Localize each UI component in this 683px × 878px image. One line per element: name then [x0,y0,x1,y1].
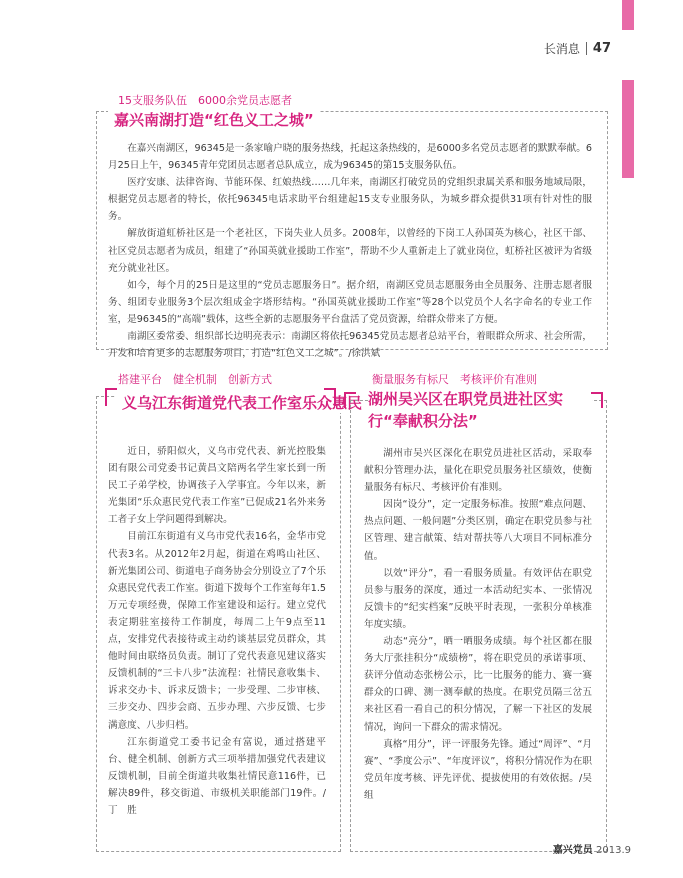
paragraph: 在嘉兴南湖区，96345是一条家喻户晓的服务热线，托起这条热线的，是6000多名党员志愿者的默默奉献。6月25日上午，96345青年党团员志愿者总队成立，成为96345的第15支服务队伍。 [108,143,592,172]
paragraph: 医疗安康、法律咨询、节能环保、红娘热线……几年来，南湖区打破党员的党组织隶属关系和服务地域局限，根据党员志愿者的特长，依托96345电话求助平台组建起15支专业服务队，为城乡群众提供31项有针对性的服务。 [108,177,592,223]
paragraph: 动态“亮分”，晒一晒服务成绩。每个社区都在服务大厅张挂积分“成绩榜”，将在职党员的承诺事项、获评分值动态张榜公示，比一比服务的能力、赛一赛群众的口碑、测一测奉献的热度。在职党员隔三岔五来社区看一看自己的积分情况，了解一下社区的发展情况，询问一下群众的需求情况。 [364,636,592,733]
paragraph: 湖州市吴兴区深化在职党员进社区活动，采取奉献积分管理办法，量化在职党员服务社区绩效，使衡量服务有标尺、考核评价有准则。 [364,448,592,494]
paragraph: 真格“用分”，评一评服务先锋。通过“周评”、“月赛”、“季度公示”、“年度评议”，将积分情况作为在职党员年度考核、评先评优、提拔使用的有效依据。/吴 组 [364,738,602,801]
paragraph: 近日，骄阳似火，义乌市党代表、新光控股集团有限公司党委书记黄昌文陪两名学生家长到一所民工子弟学校，协调孩子入学事宜。今年以来，新光集团“乐众惠民党代表工作室”已促成21名外来务工者子女上学问题得到解决。 [108,446,326,526]
page-header [544,40,611,57]
article-jiaxing-kicker: 15支服务队伍 6000余党员志愿者 [112,92,298,108]
page-footer [553,841,631,856]
title-bracket [324,388,336,406]
title-bracket [344,392,356,408]
paragraph: 如今，每个月的25日是这里的“党员志愿服务日”。据介绍，南湖区党员志愿服务由全员服务、注册志愿者服务、组团专业服务3个层次组成金字塔形结构。“孙国英就业援助工作室”等28个以党员个人名字命名的专业工作室，是96345的“高端”载体，这些全新的志愿服务平台盘活了党员资源，给群众带来了方便。 [108,279,592,325]
paragraph: 因岗“设分”，定一定服务标准。按照“难点问题、热点问题、一般问题”分类区别，确定在职党员参与社区管理、建言献策、结对帮扶等八大项目不同标准分值。 [364,499,592,562]
magazine-logo: 嘉兴党员 [552,845,593,856]
paragraph: 以效“评分”，看一看服务质量。有效评估在职党员参与服务的深度，通过一本活动纪实本、一张情况反馈卡的“纪实档案”反映平时表现，一张积分单核准年度实绩。 [364,567,592,630]
article-huzhou-kicker: 衡量服务有标尺 考核评价有准则 [366,371,543,387]
article-jiaxing-body [108,140,592,362]
article-huzhou-body [364,445,602,804]
article-huzhou-title: 湖州吴兴区在职党员进社区实行“奉献积分法” [368,388,592,432]
paragraph: 江东街道党工委书记金有富说，通过搭建平台、健全机制、创新方式三项举措加强党代表建议反馈机制，目前全街道共收集社情民意116件，已解决89件，移交街道、市级机关职能部门19件。/丁 胜 [108,736,326,816]
right-accent-bar [622,80,634,178]
section-name: 长消息 [543,42,580,56]
paragraph: 目前江东街道有义乌市党代表16名，金华市党代表3名。从2012年2月起，街道在鸡鸣山社区、新光集团公司、街道电子商务协会分别设立了7个乐众惠民党代表工作室。街道下拨每个工作室每年1.5万元专项经费，保障工作室建设和运行。建立党代表定期驻室接待工作制度，每周二上午9点至11点，安排党代表接待或主动约谈基层党员群众，其他时间由联络员负责。制订了党代表意见建议落实反馈机制的“三卡八步”法流程：社情民意收集卡、诉求交办卡、诉求反馈卡；一步受理、二步审核、三步交办、四步会商、五步办理、六步反馈、七步满意度、八步归档。 [108,531,326,731]
article-jiaxing-title: 嘉兴南湖打造“红色义工之城” [108,109,320,130]
issue-date: 2013.9 [596,845,631,856]
header-divider [586,42,587,55]
top-accent-bar [622,0,634,30]
page-number: 47 [592,41,611,56]
paragraph: 南湖区委常委、组织部长边明亮表示：南湖区将依托96345党员志愿者总站平台，着眼群众所求、社会所需，开发和培育更多的志愿服务项目，打造“红色义工之城”。/徐洪斌 [108,331,592,360]
article-yiwu-kicker: 搭建平台 健全机制 创新方式 [112,371,278,387]
article-yiwu-title: 义乌江东街道党代表工作室乐众惠民 [116,392,368,413]
article-yiwu-body [108,443,326,819]
title-bracket [591,392,603,408]
paragraph: 解放街道虹桥社区是一个老社区，下岗失业人员多。2008年，以曾经的下岗工人孙国英为核心，社区干部、社区党员志愿者为成员，组建了“孙国英就业援助工作室”，帮助不少人重新走上了就业岗位，虹桥社区被评为省级充分就业社区。 [108,228,592,274]
